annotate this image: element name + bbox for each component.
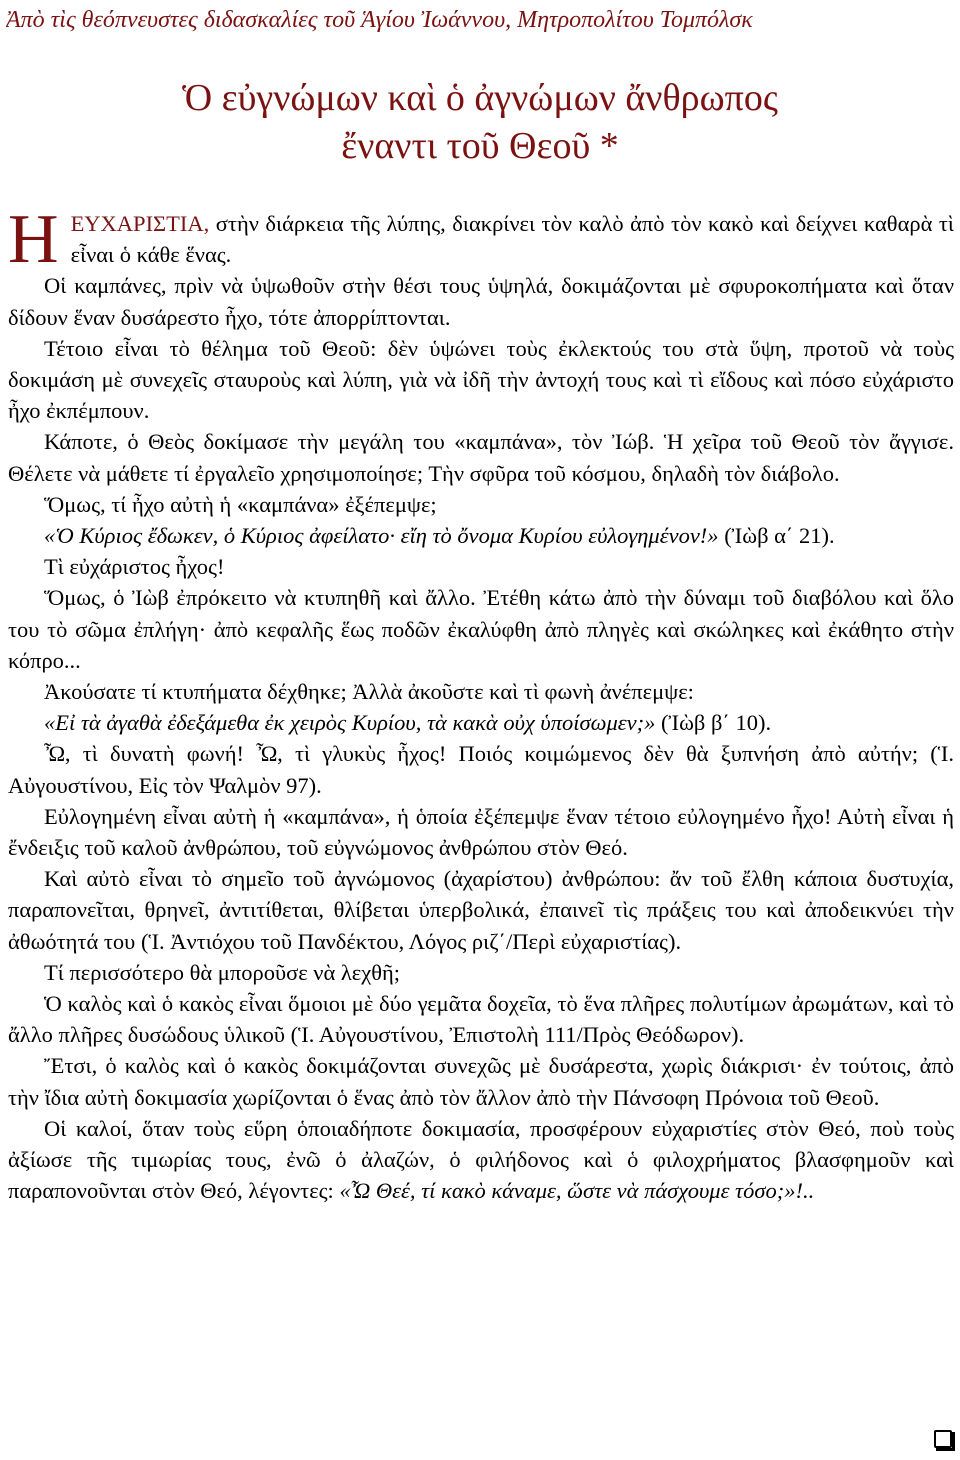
paragraph-15: Ὁ καλὸς καὶ ὁ κακὸς εἶναι ὅμοιοι μὲ δύο γεμᾶτα δοχεῖα, τὸ ἕνα πλῆρες πολυτίμων ἀρωμάτων, καὶ τὸ ἄλλο πλῆρες δυσώδους ὑλικοῦ (Ἱ. Αὐγουστίνου, Ἐπιστολὴ 111/Πρὸς Θεόδωρον). — [8, 991, 954, 1048]
paragraph-14: Τί περισσότερο θὰ μποροῦσε νὰ λεχθῆ; — [44, 959, 401, 985]
article-body — [8, 201, 954, 1207]
paragraph-13: Καὶ αὐτὸ εἶναι τὸ σημεῖο τοῦ ἀγνώμονος (ἀχαρίστου) ἀνθρώπου: ἄν τοῦ ἔλθη κάποια δυστυχία, παραπονεῖται, θρηνεῖ, ἀντιτίθεται, θλίβεται ὑπερβολικά, ἐπαινεῖ τὶς πράξεις του καὶ ἀποδεικνύει τὴν ἀθωότητά του (Ἱ. Ἀντιόχου τοῦ Πανδέκτου, Λόγος ριζ΄/Περὶ εὐχαριστίας). — [8, 866, 954, 954]
paragraph-5: Ὅμως, τί ἦχο αὐτὴ ἡ «καμπάνα» ἐξέπεμψε; — [44, 491, 437, 517]
paragraph-10 — [8, 707, 954, 738]
end-mark-icon — [934, 1430, 952, 1448]
closing-quote: «Ὦ Θεέ, τί κακὸ κάναμε, ὥστε νὰ πάσχουμε τόσο;»!.. — [339, 1178, 815, 1204]
drop-cap: Η — [8, 201, 59, 278]
scripture-ref-2: (Ἰὼβ β΄ 10). — [655, 710, 772, 736]
paragraph-11: Ὦ, τὶ δυνατὴ φωνή! Ὦ, τὶ γλυκὺς ἦχος! Ποιός κοιμώμενος δὲν θὰ ξυπνήση ἀπὸ αὐτήν; (Ἱ. Αὐγουστίνου, Εἰς τὸν Ψαλμὸν 97). — [8, 741, 954, 798]
paragraph-17-text: Οἱ καλοί, ὅταν τοὺς εὕρη ὁποιαδήποτε δοκιμασία, προσφέρουν εὐχαριστίες στὸν Θεό, ποὺ τοὺς ἀξίωσε τῆς τιμωρίας τους, ἐνῶ ὁ ἀλαζών, ὁ φιλήδονος καὶ ὁ φιλοχρήματος βλασφημοῦν καὶ παραπονοῦνται στὸν Θεό, λέγοντες: — [8, 1115, 954, 1204]
paragraph-4: Κάποτε, ὁ Θεὸς δοκίμασε τὴν μεγάλη του «καμπάνα», τὸν Ἰώβ. Ἡ χεῖρα τοῦ Θεοῦ τὸν ἄγγισε. Θέλετε νὰ μάθετε τί ἐργαλεῖο χρησιμοποίησε; Τὴν σφῦρα τοῦ κόσμου, δηλαδὴ τὸν διάβολο. — [8, 429, 954, 486]
paragraph-6 — [8, 520, 954, 551]
opening-word: ΕΥΧΑΡΙΣΤΙΑ, — [70, 211, 210, 236]
title-line-1: Ὁ εὐγνώμων καὶ ὁ ἀγνώμων ἄνθρωπος — [182, 77, 778, 119]
source-header: Ἀπὸ τὶς θεόπνευστες διδασκαλίες τοῦ Ἁγίου Ἰωάννου, Μητροπολίτου Τομπόλσκ — [6, 7, 753, 33]
paragraph-7: Τὶ εὐχάριστος ἦχος! — [44, 554, 225, 580]
paragraph-3: Τέτοιο εἶναι τὸ θέλημα τοῦ Θεοῦ: δὲν ὑψώνει τοὺς ἐκλεκτούς του στὰ ὕψη, προτοῦ νὰ τοὺς δοκιμάση μὲ συνεχεῖς σταυροὺς καὶ λύπη, γιὰ νὰ ἰδῆ τὴν ἀντοχή τους καὶ τὶ εἴδους καὶ πόσο εὐχάριστο ἦχο ἐκπέμπουν. — [8, 335, 954, 424]
title-line-2: ἔναντι τοῦ Θεοῦ * — [341, 125, 619, 167]
paragraph-2: Οἱ καμπάνες, πρὶν νὰ ὑψωθοῦν στὴν θέσι τους ὑψηλά, δοκιμάζονται μὲ σφυροκοπήματα καὶ ὅταν δίδουν ἕναν δυσάρεστο ἦχο, τότε ἀπορρίπτονται. — [8, 273, 954, 330]
paragraph-9: Ἀκούσατε τί κτυπήματα δέχθηκε; Ἀλλὰ ἀκοῦστε καὶ τὶ φωνὴ ἀνέπεμψε: — [44, 679, 694, 705]
paragraph-1-text: στὴν διάρκεια τῆς λύπης, διακρίνει τὸν καλὸ ἀπὸ τὸν κακὸ καὶ δείχνει καθαρὰ τὶ εἶναι ὁ κάθε ἕνας. — [70, 211, 954, 268]
paragraph-16: Ἔτσι, ὁ καλὸς καὶ ὁ κακὸς δοκιμάζονται συνεχῶς μὲ δυσάρεστα, χωρὶς διάκρισι· ἐν τούτοις, ἀπὸ τὴν ἴδια αὐτὴ δοκιμασία χωρίζονται ὁ ἕνας ἀπὸ τὸν ἄλλον ἀπὸ τὴν Πάνσοφη Πρόνοια τοῦ Θεοῦ. — [8, 1053, 954, 1110]
paragraph-17 — [8, 1113, 954, 1207]
paragraph-1 — [8, 201, 954, 278]
paragraph-8: Ὅμως, ὁ Ἰὼβ ἐπρόκειτο νὰ κτυπηθῆ καὶ ἄλλο. Ἐτέθη κάτω ἀπὸ τὴν δύναμι τοῦ διαβόλου καὶ ὅλο του τὸ σῶμα ἐπλήγη· ἀπὸ κεφαλῆς ἕως ποδῶν ἐκαλύφθη ἀπὸ πληγὲς καὶ σκώληκες καὶ ἐκάθητο στὴν κόπρο... — [8, 585, 954, 673]
scripture-ref-1: (Ἰὼβ α΄ 21). — [718, 523, 835, 549]
scripture-quote-2: «Εἰ τὰ ἀγαθὰ ἐδεξάμεθα ἐκ χειρὸς Κυρίου, τὰ κακὰ οὐχ ὑποίσωμεν;» — [44, 710, 656, 736]
article-title — [0, 74, 960, 170]
scripture-quote-1: «Ὁ Κύριος ἔδωκεν, ὁ Κύριος ἀφείλατο· εἴη τὸ ὄνομα Κυρίου εὐλογημένον!» — [44, 523, 719, 549]
paragraph-12: Εὐλογημένη εἶναι αὐτὴ ἡ «καμπάνα», ἡ ὁποία ἐξέπεμψε ἕναν τέτοιο εὐλογημένο ἦχο! Αὐτὴ εἶναι ἡ ἔνδειξις τοῦ καλοῦ ἀνθρώπου, τοῦ εὐγνώμονος ἀνθρώπου στὸν Θεό. — [8, 803, 954, 861]
